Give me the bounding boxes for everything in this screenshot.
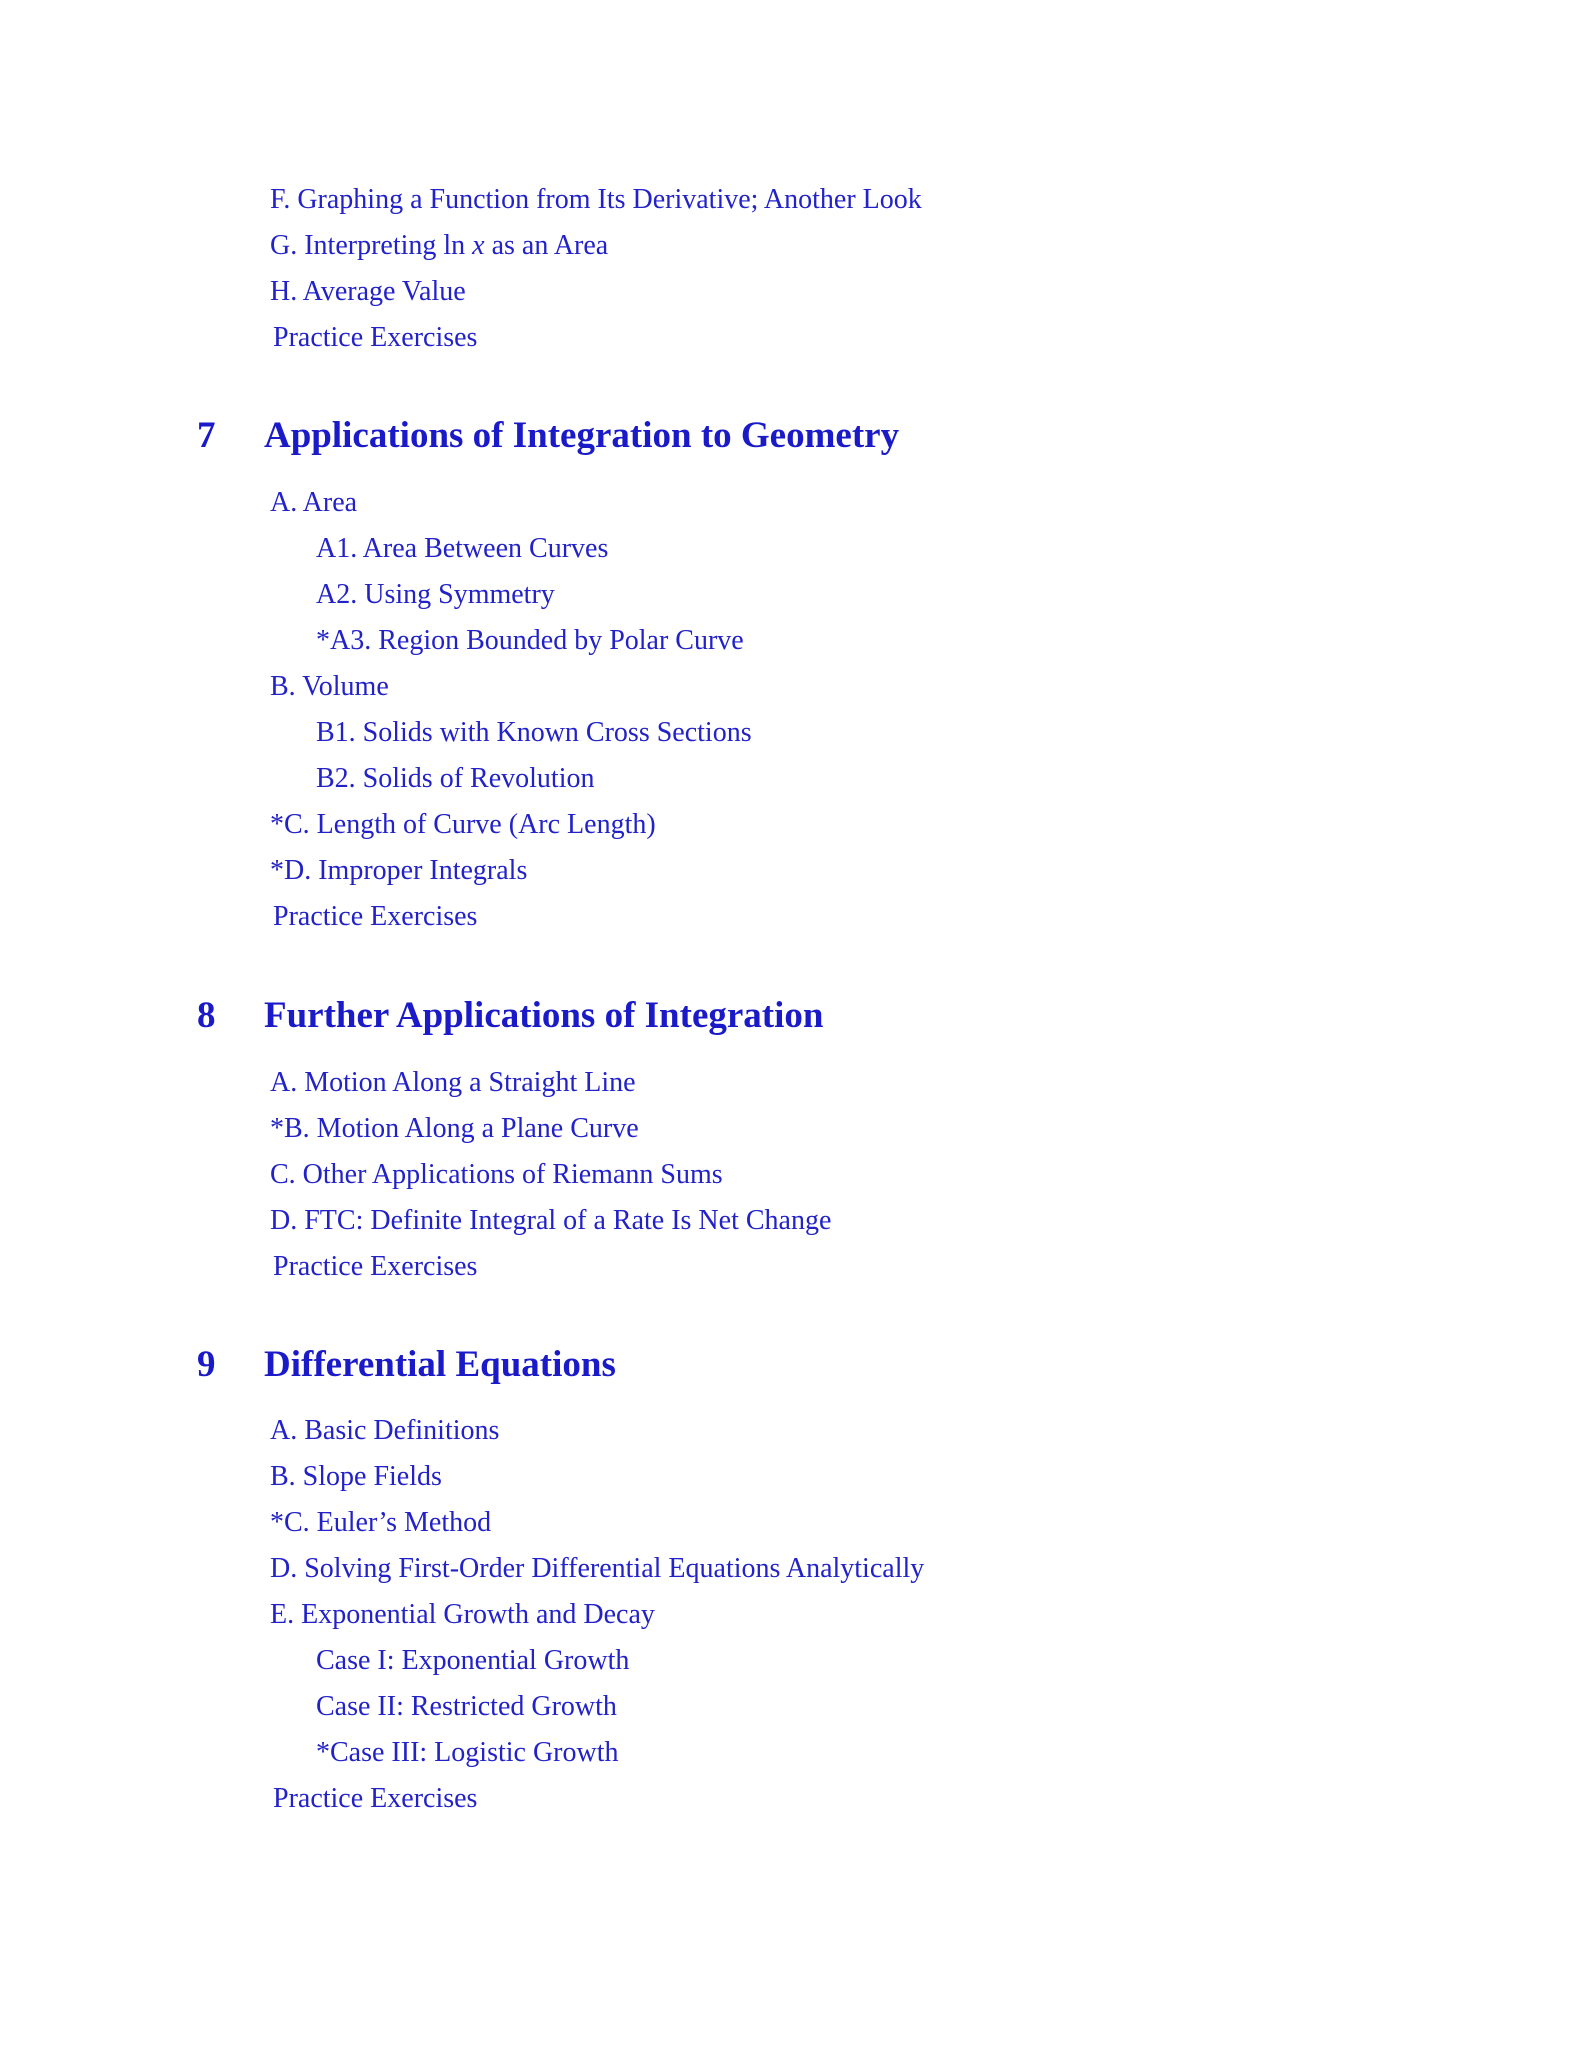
chapter-title[interactable]: Further Applications of Integration bbox=[264, 995, 824, 1036]
toc-entry[interactable]: A. Area bbox=[270, 487, 358, 518]
chapter-number: 8 bbox=[197, 995, 216, 1036]
toc-subentry[interactable]: A2. Using Symmetry bbox=[316, 579, 555, 610]
toc-entry[interactable]: *B. Motion Along a Plane Curve bbox=[270, 1113, 639, 1144]
chapter-number: 7 bbox=[197, 415, 216, 456]
toc-practice-exercises[interactable]: Practice Exercises bbox=[273, 901, 478, 932]
toc-entry[interactable]: B. Volume bbox=[270, 671, 389, 702]
toc-subentry[interactable]: Case II: Restricted Growth bbox=[316, 1691, 617, 1722]
chapter-title[interactable]: Differential Equations bbox=[264, 1344, 616, 1385]
toc-entry[interactable]: B. Slope Fields bbox=[270, 1461, 442, 1492]
toc-subentry[interactable]: Case I: Exponential Growth bbox=[316, 1645, 630, 1676]
toc-subentry[interactable]: B2. Solids of Revolution bbox=[316, 763, 595, 794]
toc-entry[interactable] bbox=[270, 228, 608, 264]
chapter-title[interactable]: Applications of Integration to Geometry bbox=[264, 415, 900, 456]
toc-entry[interactable]: *C. Length of Curve (Arc Length) bbox=[270, 809, 656, 840]
toc-entry[interactable]: F. Graphing a Function from Its Derivative; Another Look bbox=[270, 184, 922, 215]
toc-entry[interactable]: D. FTC: Definite Integral of a Rate Is Net Change bbox=[270, 1205, 832, 1236]
toc-entry[interactable]: C. Other Applications of Riemann Sums bbox=[270, 1159, 723, 1190]
toc-practice-exercises[interactable]: Practice Exercises bbox=[273, 1783, 478, 1814]
chapter-number: 9 bbox=[197, 1344, 216, 1385]
toc-entry[interactable]: H. Average Value bbox=[270, 276, 466, 307]
toc-entry[interactable]: *C. Euler’s Method bbox=[270, 1507, 492, 1538]
toc-entry[interactable]: D. Solving First-Order Differential Equations Analytically bbox=[270, 1553, 925, 1584]
toc-subentry[interactable]: B1. Solids with Known Cross Sections bbox=[316, 717, 752, 748]
toc-entry-text: as an Area bbox=[484, 230, 609, 261]
toc-entry[interactable]: A. Basic Definitions bbox=[270, 1415, 500, 1446]
toc-subentry[interactable]: A1. Area Between Curves bbox=[316, 533, 609, 564]
toc-entry-text: G. Interpreting ln bbox=[270, 230, 473, 261]
toc-entry[interactable]: E. Exponential Growth and Decay bbox=[270, 1599, 655, 1630]
math-variable: x bbox=[472, 230, 485, 261]
toc-practice-exercises[interactable]: Practice Exercises bbox=[273, 1251, 478, 1282]
toc-subentry[interactable]: *A3. Region Bounded by Polar Curve bbox=[316, 625, 744, 656]
toc-entry[interactable]: *D. Improper Integrals bbox=[270, 855, 528, 886]
toc-entry[interactable]: A. Motion Along a Straight Line bbox=[270, 1067, 636, 1098]
toc-subentry[interactable]: *Case III: Logistic Growth bbox=[316, 1737, 619, 1768]
toc-practice-exercises[interactable]: Practice Exercises bbox=[273, 322, 478, 353]
